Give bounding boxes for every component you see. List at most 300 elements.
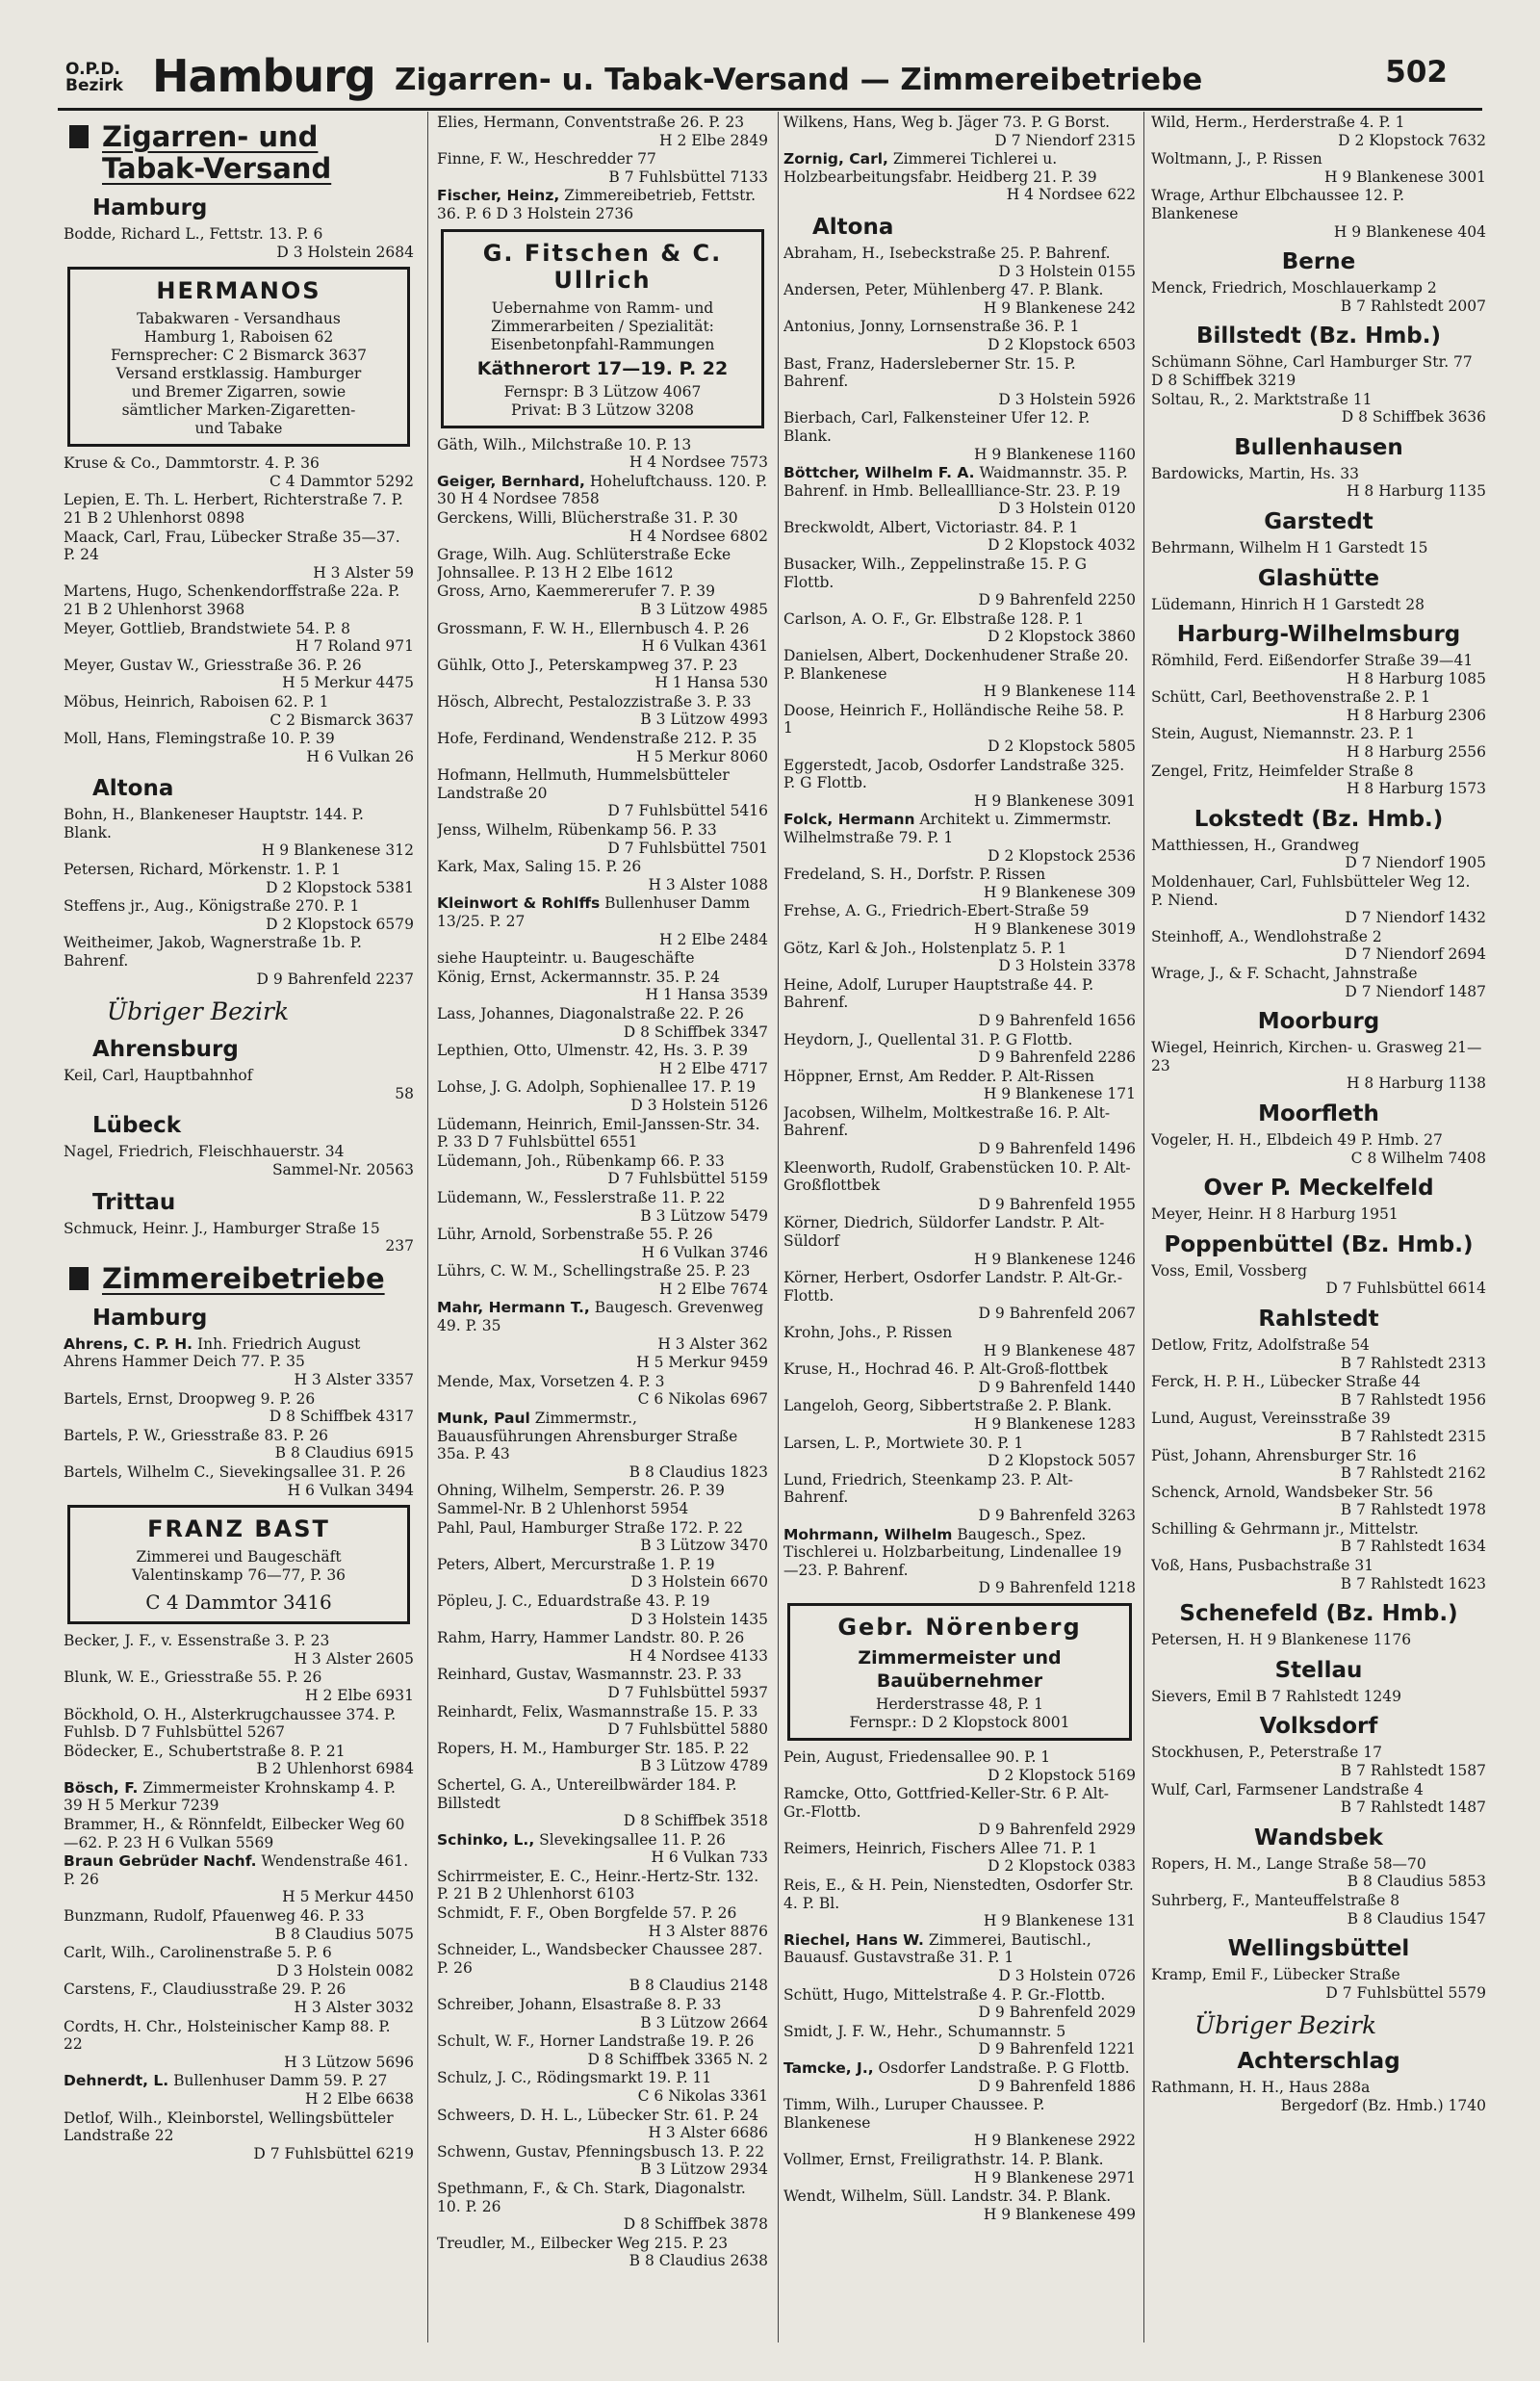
directory-entry: [1151, 465, 1486, 501]
directory-entry: [64, 1852, 414, 1906]
entry-address: Höppner, Ernst, Am Redder. P. Alt-Rissen: [783, 1067, 1094, 1085]
ad-title: Gebr. Nörenberg: [837, 1613, 1082, 1641]
directory-entry: [1151, 1631, 1486, 1649]
directory-entry: [783, 1324, 1136, 1359]
directory-entry: [437, 1996, 768, 2032]
entry-phone: C 4 Dammtor 5292: [270, 472, 414, 490]
entry-address: Reinhardt, Felix, Wasmannstraße 15. P. 33: [437, 1702, 758, 1721]
ad-title: HERMANOS: [156, 277, 321, 305]
entry-address: Keil, Carl, Hauptbahnhof: [64, 1067, 253, 1085]
directory-entry: [437, 1189, 768, 1225]
section-heading: [64, 121, 414, 185]
ad-line: Privat: B 3 Lützow 3208: [511, 401, 694, 419]
entry-phone: H 9 Blankenese 404: [1333, 222, 1486, 241]
entry-phone: H 3 Alster 362: [657, 1334, 768, 1353]
entry-address: Schmidt, F. F., Oben Borgfelde 57. P. 26: [437, 1904, 737, 1923]
place-heading: Berne: [1281, 249, 1356, 275]
entry-phone: B 7 Rahlstedt 2313: [1340, 1354, 1486, 1372]
entry-address: Bast, Franz, Hadersleberner Str. 15. P. Bahrenf.: [783, 354, 1076, 391]
entry-phone: B 3 Lützow 4985: [640, 600, 768, 618]
entry-phone: H 5 Merkur 4475: [282, 674, 414, 692]
entry-address: Zimmerei, Bautischl., Bauausf. Gustavstraße 31. P. 1: [783, 1930, 1091, 1967]
advertisement-box: [67, 267, 410, 447]
entry-phone: H 9 Blankenese 1283: [973, 1414, 1136, 1433]
entry-firm-name: Dehnerdt, L.: [64, 2072, 169, 2090]
column-3: [783, 114, 1136, 2342]
entry-phone: D 7 Fuhlsbüttel 6219: [253, 2144, 414, 2162]
entry-address: Lohse, J. G. Adolph, Sophienallee 17. P. 19: [437, 1078, 757, 1097]
entry-address: Schmuck, Heinr. J., Hamburger Straße 15: [64, 1219, 380, 1237]
directory-entry: [783, 1876, 1136, 1930]
page-header: [58, 48, 1482, 106]
entry-phone: D 9 Bahrenfeld 1221: [978, 2040, 1136, 2058]
directory-entry: [437, 1556, 768, 1592]
directory-entry: [1151, 279, 1486, 315]
entry-phone: C 8 Wilhelm 7408: [1350, 1149, 1486, 1167]
entry-firm-name: Fischer, Heinz,: [437, 187, 560, 205]
entry-address: Matthiessen, H., Grandweg: [1151, 836, 1360, 854]
directory-entry: [1151, 150, 1486, 186]
directory-entry: [64, 2109, 414, 2163]
ad-line: Tabakwaren - Versandhaus: [137, 310, 341, 328]
directory-entry: [783, 2023, 1136, 2058]
page-number: 502: [1385, 55, 1448, 90]
opd-label: O.P.D.: [65, 60, 120, 79]
entry-firm-name: Ahrens, C. P. H.: [64, 1334, 193, 1353]
entry-address: Wulf, Carl, Farmsener Landstraße 4: [1151, 1780, 1424, 1799]
directory-entry: [64, 1335, 414, 1389]
entry-address: Vollmer, Ernst, Freiligrathstr. 14. P. Blank.: [783, 2150, 1104, 2168]
directory-entry: [437, 766, 768, 820]
entry-phone: B 7 Rahlstedt 2315: [1340, 1427, 1486, 1445]
ad-line: Hamburg 1, Raboisen 62: [143, 328, 334, 347]
directory-entry: [437, 2032, 768, 2068]
directory-entry: [437, 1152, 768, 1188]
entry-phone: H 2 Elbe 2849: [659, 131, 768, 149]
entry-phone: D 3 Holstein 5126: [630, 1096, 768, 1114]
directory-entry: [1151, 1205, 1486, 1224]
directory-entry: [437, 582, 768, 618]
entry-phone: B 3 Lützow 4789: [640, 1757, 768, 1775]
ad-title: FRANZ BAST: [147, 1515, 330, 1543]
entry-phone: H 3 Alster 2605: [294, 1649, 414, 1668]
entry-phone: D 9 Bahrenfeld 2237: [256, 970, 414, 988]
entry-address: Carstens, F., Claudiusstraße 29. P. 26: [64, 1980, 346, 1999]
entry-phone: B 8 Claudius 1823: [629, 1462, 768, 1481]
entry-phone: D 7 Fuhlsbüttel 7501: [607, 839, 768, 857]
entry-address: Schirrmeister, E. C., Heinr.-Hertz-Str. 132. P. 21 B 2 Uhlenhorst 6103: [437, 1867, 759, 1903]
entry-firm-name: Mahr, Hermann T.,: [437, 1299, 590, 1317]
entry-address: Meyer, Gustav W., Griesstraße 36. P. 26: [64, 656, 362, 674]
entry-phone: D 7 Fuhlsbüttel 5579: [1325, 1983, 1486, 2002]
directory-entry: [783, 2187, 1136, 2223]
entry-address: Meyer, Gottlieb, Brandstwiete 54. P. 8: [64, 619, 351, 637]
entry-firm-name: Folck, Hermann: [783, 811, 915, 829]
directory-entry: [437, 2143, 768, 2179]
directory-entry: [64, 620, 414, 656]
directory-entry: [437, 1519, 768, 1555]
entry-phone: Bergedorf (Bz. Hmb.) 1740: [1280, 2096, 1486, 2114]
entry-phone: B 8 Claudius 6915: [274, 1444, 414, 1462]
directory-entry: [1151, 1410, 1486, 1445]
entry-address: Schertel, G. A., Untereilbwärder 184. P. Billstedt: [437, 1775, 737, 1812]
entry-address: Körner, Herbert, Osdorfer Landstr. P. Alt-Gr.-Flottb.: [783, 1269, 1123, 1305]
entry-phone: B 7 Rahlstedt 2007: [1340, 297, 1486, 315]
directory-entry: [1151, 763, 1486, 798]
directory-entry: [64, 1816, 414, 1851]
place-heading: Stellau: [1274, 1657, 1363, 1683]
entry-phone: D 7 Fuhlsbüttel 5416: [607, 802, 768, 820]
entry-phone: D 7 Niendorf 1905: [1345, 854, 1486, 872]
directory-entry: [783, 1104, 1136, 1158]
directory-entry: [1151, 837, 1486, 872]
directory-entry: [783, 757, 1136, 811]
entry-address: Bierbach, Carl, Falkensteiner Ufer 12. P. Blank.: [783, 409, 1091, 445]
entry-phone: H 3 Alster 8876: [648, 1922, 768, 1940]
directory-entry: [64, 1390, 414, 1426]
entry-address: Zimmermeister Krohnskamp 4. P. 39 H 5 Merkur 7239: [64, 1778, 396, 1815]
directory-entry: [783, 1986, 1136, 2022]
entry-phone: H 6 Vulkan 733: [651, 1849, 768, 1867]
entry-phone: D 9 Bahrenfeld 1218: [978, 1579, 1136, 1597]
entry-firm-name: Schinko, L.,: [437, 1830, 535, 1849]
directory-entry: [783, 2151, 1136, 2187]
entry-address: Blunk, W. E., Griesstraße 55. P. 26: [64, 1669, 322, 1687]
entry-address: Schulz, J. C., Rödingsmarkt 19. P. 11: [437, 2069, 712, 2087]
entry-address: Steinhoff, A., Wendlohstraße 2: [1151, 927, 1382, 945]
entry-phone: H 1 Hansa 3539: [645, 986, 768, 1004]
entry-phone: B 8 Claudius 5075: [274, 1925, 414, 1943]
entry-phone: B 7 Rahlstedt 1978: [1340, 1501, 1486, 1519]
entry-address: Smidt, J. F. W., Hehr., Schumannstr. 5: [783, 2022, 1066, 2040]
place-heading: Achterschlag: [1237, 2049, 1400, 2075]
ad-line: sämtlicher Marken-Zigaretten-: [121, 401, 356, 420]
directory-entry: [437, 1666, 768, 1701]
entry-phone: H 9 Blankenese 312: [261, 841, 414, 860]
place-heading: Altona: [812, 214, 894, 240]
directory-entry: [437, 858, 768, 893]
entry-phone: D 3 Holstein 0726: [998, 1967, 1136, 1985]
entry-address: Pein, August, Friedensallee 90. P. 1: [783, 1747, 1051, 1766]
directory-entry: [437, 2069, 768, 2105]
ad-line: Fernsprecher: C 2 Bismarck 3637: [111, 347, 367, 365]
directory-entry: [64, 454, 414, 490]
entry-phone: D 9 Bahrenfeld 1886: [978, 2077, 1136, 2095]
directory-entry: [783, 1360, 1136, 1396]
directory-entry: [783, 1269, 1136, 1323]
directory-entry: [783, 1214, 1136, 1268]
entry-phone: D 3 Holstein 2684: [276, 243, 414, 261]
directory-entry: [1151, 1131, 1486, 1167]
place-heading: Garstedt: [1264, 508, 1373, 534]
place-heading: Billstedt (Bz. Hmb.): [1195, 324, 1442, 349]
entry-address: Lepien, E. Th. L. Herbert, Richterstraße 7. P. 21 B 2 Uhlenhorst 0898: [64, 491, 403, 527]
ad-line: Eisenbetonpfahl-Rammungen: [490, 335, 715, 353]
entry-address: Lühr, Arnold, Sorbenstraße 55. P. 26: [437, 1226, 713, 1244]
directory-entry: [437, 1078, 768, 1114]
directory-entry: [1151, 1336, 1486, 1372]
entry-address: Bartels, Ernst, Droopweg 9. P. 26: [64, 1389, 316, 1408]
entry-phone: H 4 Nordsee 622: [1006, 186, 1136, 204]
directory-entry: [783, 318, 1136, 353]
entry-phone: H 5 Merkur 9459: [636, 1354, 768, 1372]
entry-phone: D 8 Schiffbek 3636: [1341, 408, 1486, 427]
entry-address: Andersen, Peter, Mühlenberg 47. P. Blank.: [783, 281, 1104, 299]
directory-entry: [1151, 928, 1486, 964]
section-title: Zigarren- und Tabak-Versand: [102, 120, 332, 185]
directory-entry: [437, 1410, 768, 1481]
entry-phone: D 9 Bahrenfeld 2067: [978, 1305, 1136, 1323]
entry-address: Römhild, Ferd. Eißendorfer Straße 39—41: [1151, 652, 1474, 670]
entry-phone: B 7 Rahlstedt 1623: [1340, 1574, 1486, 1592]
entry-address: Ramcke, Otto, Gottfried-Keller-Str. 6 P. Alt-Gr.-Flottb.: [783, 1785, 1110, 1821]
entry-phone: B 3 Lützow 4993: [640, 711, 768, 729]
place-heading: Schenefeld (Bz. Hmb.): [1179, 1601, 1458, 1627]
directory-entry: [783, 1471, 1136, 1525]
directory-entry: [1151, 725, 1486, 761]
directory-entry: [437, 1354, 768, 1372]
directory-entry: [437, 969, 768, 1004]
entry-address: Zimmereibetrieb, Fettstr. 36. P. 6 D 3 Holstein 2736: [437, 187, 757, 222]
directory-entry: [437, 1868, 768, 1903]
entry-address: Grossmann, F. W. H., Ellernbusch 4. P. 26: [437, 619, 750, 637]
directory-entry: [783, 647, 1136, 701]
entry-address: Körner, Diedrich, Süldorfer Landstr. P. Alt-Süldorf: [783, 1214, 1105, 1251]
directory-entry: [437, 730, 768, 765]
entry-phone: B 3 Lützow 2934: [640, 2161, 768, 2179]
entry-phone: D 3 Holstein 0155: [998, 262, 1136, 280]
entry-address: Schütt, Carl, Beethovenstraße 2. P. 1: [1151, 688, 1431, 707]
directory-entry: [1151, 596, 1486, 614]
entry-address: Lepthien, Otto, Ulmenstr. 42, Hs. 3. P. 39: [437, 1042, 749, 1060]
entry-address: Zimmermstr., Bauausführungen Ahrensburger Straße 35a. P. 43: [437, 1410, 738, 1463]
entry-phone: B 8 Claudius 2638: [629, 2252, 768, 2270]
directory-entry: [437, 1116, 768, 1152]
column-1: [64, 114, 414, 2342]
entry-address: Böckhold, O. H., Alsterkrugchaussee 374. P. Fuhlsb. D 7 Fuhlsbüttel 5267: [64, 1705, 397, 1742]
directory-entry: [783, 519, 1136, 555]
directory-entry: [437, 1482, 768, 1517]
ad-title: G. Fitschen & C. Ullrich: [482, 239, 723, 294]
entry-phone: H 9 Blankenese 171: [983, 1085, 1136, 1103]
column-2: [437, 114, 768, 2342]
entry-address: Krohn, Johs., P. Rissen: [783, 1324, 953, 1341]
entry-phone: D 7 Niendorf 1487: [1345, 982, 1486, 1000]
entry-phone: D 2 Klopstock 5057: [988, 1452, 1136, 1470]
entry-address: Timm, Wilh., Luruper Chaussee. P. Blankenese: [783, 2096, 1045, 2132]
entry-phone: H 6 Vulkan 3494: [287, 1481, 414, 1499]
entry-phone: D 7 Fuhlsbüttel 6614: [1325, 1280, 1486, 1298]
directory-entry: [64, 1143, 414, 1178]
entry-address: Wilkens, Hans, Weg b. Jäger 73. P. G Borst.: [783, 114, 1111, 131]
entry-address: Heine, Adolf, Luruper Hauptstraße 44. P. Bahrenf.: [783, 975, 1094, 1012]
entry-address: Gäth, Wilh., Milchstraße 10. P. 13: [437, 435, 692, 453]
entry-phone: D 3 Holstein 5926: [998, 390, 1136, 408]
entry-address: Osdorfer Landstraße. P. G Flottb.: [878, 2059, 1130, 2077]
entry-address: Cordts, H. Chr., Holsteinischer Kamp 88. P. 22: [64, 2017, 391, 2054]
entry-address: Bodde, Richard L., Fettstr. 13. P. 6: [64, 225, 323, 243]
entry-firm-name: Zornig, Carl,: [783, 150, 888, 168]
entry-firm-name: Mohrmann, Wilhelm: [783, 1525, 953, 1543]
entry-phone: B 7 Fuhlsbüttel 7133: [608, 168, 768, 186]
directory-entry: [437, 693, 768, 729]
entry-address: Fredeland, S. H., Dorfstr. P. Rissen: [783, 866, 1046, 884]
directory-entry: [437, 150, 768, 186]
entry-phone: D 8 Schiffbek 3347: [623, 1022, 768, 1041]
entry-address: Waidmannstr. 35. P. Bahrenf. in Hmb. Belleallliance-Str. 23. P. 19: [783, 464, 1128, 500]
entry-address: Gerckens, Willi, Blücherstraße 31. P. 30: [437, 508, 738, 527]
entry-address: Eggerstedt, Jacob, Osdorfer Landstraße 325. P. G Flottb.: [783, 756, 1125, 792]
entry-address: Behrmann, Wilhelm H 1 Garstedt 15: [1151, 538, 1428, 556]
entry-phone: D 8 Schiffbek 3518: [623, 1812, 768, 1830]
entry-address: Schümann Söhne, Carl Hamburger Str. 77 D 8 Schiffbek 3219: [1151, 353, 1473, 389]
entry-phone: H 6 Vulkan 26: [306, 747, 414, 765]
entry-address: König, Ernst, Ackermannstr. 35. P. 24: [437, 968, 720, 986]
entry-address: Jacobsen, Wilhelm, Moltkestraße 16. P. Alt-Bahrenf.: [783, 1103, 1111, 1140]
entry-phone: H 9 Blankenese 1246: [973, 1250, 1136, 1268]
entry-address: Pöpleu, J. C., Eduardstraße 43. P. 19: [437, 1592, 710, 1610]
entry-phone: D 3 Holstein 0120: [998, 500, 1136, 518]
entry-phone: B 7 Rahlstedt 1634: [1340, 1538, 1486, 1556]
entry-address: Langeloh, Georg, Sibbertstraße 2. P. Blank.: [783, 1397, 1113, 1415]
entry-phone: B 3 Lützow 2664: [640, 2013, 768, 2032]
ad-line: Uebernahme von Ramm- und: [491, 298, 714, 317]
column-divider-3: [1143, 112, 1144, 2342]
entry-address: Spethmann, F., & Ch. Stark, Diagonalstr. 10. P. 26: [437, 2179, 746, 2215]
directory-entry: [1151, 114, 1486, 149]
entry-address: Kleenworth, Rudolf, Grabenstücken 10. P. Alt-Großflottbek: [783, 1158, 1131, 1195]
entry-phone: D 9 Bahrenfeld 2929: [978, 1821, 1136, 1839]
directory-entry: [64, 1220, 414, 1255]
entry-phone: D 9 Bahrenfeld 2286: [978, 1048, 1136, 1067]
directory-entry: [1151, 1447, 1486, 1483]
entry-firm-name: Riechel, Hans W.: [783, 1930, 924, 1949]
entry-phone: D 9 Bahrenfeld 2029: [978, 2004, 1136, 2022]
directory-entry: [437, 2235, 768, 2270]
directory-entry: [437, 187, 768, 222]
directory-entry: [64, 806, 414, 860]
directory-entry: [783, 1785, 1136, 1839]
directory-entry: [783, 1748, 1136, 1784]
entry-address: Detlof, Wilh., Kleinborstel, Wellingsbütteler Landstraße 22: [64, 2109, 394, 2145]
column-divider-1: [427, 112, 428, 2342]
entry-phone: H 9 Blankenese 131: [983, 1912, 1136, 1930]
entry-phone: H 9 Blankenese 2971: [973, 2168, 1136, 2187]
entry-phone: B 2 Uhlenhorst 6984: [256, 1760, 414, 1778]
opd-bezirk-label: [65, 62, 123, 94]
directory-entry: [64, 1980, 414, 2016]
entry-address: Lund, August, Vereinsstraße 39: [1151, 1410, 1391, 1428]
place-heading: Moorfleth: [1258, 1100, 1379, 1126]
entry-address: Woltmann, J., P. Rissen: [1151, 150, 1322, 168]
entry-phone: C 6 Nikolas 3361: [637, 2087, 768, 2105]
entry-address: Treudler, M., Eilbecker Weg 215. P. 23: [437, 2234, 729, 2252]
directory-entry: [437, 1831, 768, 1867]
place-heading: Moorburg: [1257, 1009, 1380, 1035]
entry-address: Slevekingsallee 11. P. 26: [539, 1830, 726, 1849]
directory-entry: [783, 811, 1136, 865]
entry-address: Stockhusen, P., Peterstraße 17: [1151, 1744, 1382, 1762]
entry-phone: H 6 Vulkan 3746: [641, 1243, 768, 1261]
entry-address: Lund, Friedrich, Steenkamp 23. P. Alt-Bahrenf.: [783, 1470, 1073, 1507]
entry-phone: H 9 Blankenese 499: [983, 2205, 1136, 2223]
ad-line: Zimmerei und Baugeschäft: [136, 1548, 342, 1566]
entry-address: Zengel, Fritz, Heimfelder Straße 8: [1151, 762, 1414, 780]
entry-address: Wrage, J., & F. Schacht, Jahnstraße: [1151, 965, 1418, 982]
entry-address: Reis, E., & H. Pein, Nienstedten, Osdorfer Str. 4. P. Bl.: [783, 1876, 1134, 1912]
directory-entry: [437, 1042, 768, 1077]
directory-entry: [437, 473, 768, 508]
directory-entry: [1151, 1688, 1486, 1706]
ad-line: Valentinskamp 76—77, P. 36: [131, 1566, 346, 1585]
entry-address: Kruse, H., Hochrad 46. P. Alt-Groß-flottbek: [783, 1360, 1108, 1379]
entry-address: Steffens jr., Aug., Königstraße 270. P. 1: [64, 897, 360, 916]
directory-entry: [64, 730, 414, 765]
entry-phone: H 9 Blankenese 487: [983, 1341, 1136, 1359]
entry-address: Larsen, L. P., Mortwiete 30. P. 1: [783, 1434, 1024, 1452]
entry-address: Gühlk, Otto J., Peterskampweg 37. P. 23: [437, 656, 738, 674]
place-heading: Rahlstedt: [1258, 1306, 1379, 1332]
entry-phone: C 6 Nikolas 6967: [637, 1390, 768, 1409]
advertisement-box: [67, 1505, 410, 1624]
entry-phone: D 9 Bahrenfeld 3263: [978, 1506, 1136, 1524]
directory-entry: [1151, 1855, 1486, 1891]
place-heading: Glashütte: [1257, 565, 1380, 591]
entry-firm-name: Braun Gebrüder Nachf.: [64, 1852, 257, 1871]
entry-address: Becker, J. F., v. Essenstraße 3. P. 23: [64, 1632, 330, 1650]
directory-entry: [1151, 1039, 1486, 1093]
directory-entry: [437, 1941, 768, 1995]
entry-phone: H 3 Alster 1088: [648, 875, 768, 893]
entry-phone: D 3 Holstein 6670: [630, 1573, 768, 1592]
ad-highlight: Käthnerort 17—19. P. 22: [476, 357, 729, 379]
entry-address: Bödecker, E., Schubertstraße 8. P. 21: [64, 1742, 346, 1760]
entry-address: Brammer, H., & Rönnfeldt, Eilbecker Weg 60—62. P. 23 H 6 Vulkan 5569: [64, 1816, 405, 1851]
entry-firm-name: Böttcher, Wilhelm F. A.: [783, 464, 975, 482]
place-heading: Over P. Meckelfeld: [1203, 1176, 1434, 1202]
entry-phone: B 7 Rahlstedt 1956: [1340, 1390, 1486, 1409]
ad-highlight: Zimmermeister und Bauübernehmer: [858, 1646, 1062, 1692]
entry-phone: D 2 Klopstock 0383: [988, 1857, 1136, 1876]
entry-address: Kruse & Co., Dammtorstr. 4. P. 36: [64, 454, 320, 473]
entry-address: Maack, Carl, Frau, Lübecker Straße 35—37. P. 24: [64, 528, 400, 564]
entry-address: Wild, Herm., Herderstraße 4. P. 1: [1151, 114, 1405, 131]
ad-line: Versand erstklassig. Hamburger: [116, 365, 362, 383]
entry-address: Bullenhuser Damm 59. P. 27: [173, 2072, 388, 2090]
entry-address: Ohning, Wilhelm, Semperstr. 26. P. 39 Sammel-Nr. B 2 Uhlenhorst 5954: [437, 1482, 725, 1517]
place-heading: Hamburg: [92, 195, 208, 220]
entry-phone: H 9 Blankenese 309: [983, 883, 1136, 901]
directory-entry: [437, 1776, 768, 1830]
entry-phone: H 9 Blankenese 3019: [973, 919, 1136, 938]
directory-entry: [783, 1068, 1136, 1103]
directory-entry: [783, 2059, 1136, 2095]
directory-entry: [783, 1931, 1136, 1985]
ad-line: und Bremer Zigarren, sowie: [131, 383, 346, 401]
entry-address: Kramp, Emil F., Lübecker Straße: [1151, 1966, 1400, 1984]
entry-address: Architekt u. Zimmermstr. Wilhelmstraße 79. P. 1: [783, 811, 1112, 846]
directory-entry: [437, 1592, 768, 1628]
entry-address: Menck, Friedrich, Moschlauerkamp 2: [1151, 279, 1437, 298]
entry-phone: D 7 Fuhlsbüttel 5880: [607, 1721, 768, 1739]
entry-address: Wrage, Arthur Elbchaussee 12. P. Blankenese: [1151, 187, 1405, 222]
entry-address: Gross, Arno, Kaemmererufer 7. P. 39: [437, 582, 716, 601]
directory-entry: [64, 1669, 414, 1704]
entry-phone: D 7 Fuhlsbüttel 5937: [607, 1683, 768, 1701]
place-heading: Lübeck: [92, 1113, 182, 1139]
entry-address: Inh. Friedrich August Ahrens Hammer Deich 77. P. 35: [64, 1334, 361, 1371]
entry-phone: D 3 Holstein 1435: [630, 1610, 768, 1628]
